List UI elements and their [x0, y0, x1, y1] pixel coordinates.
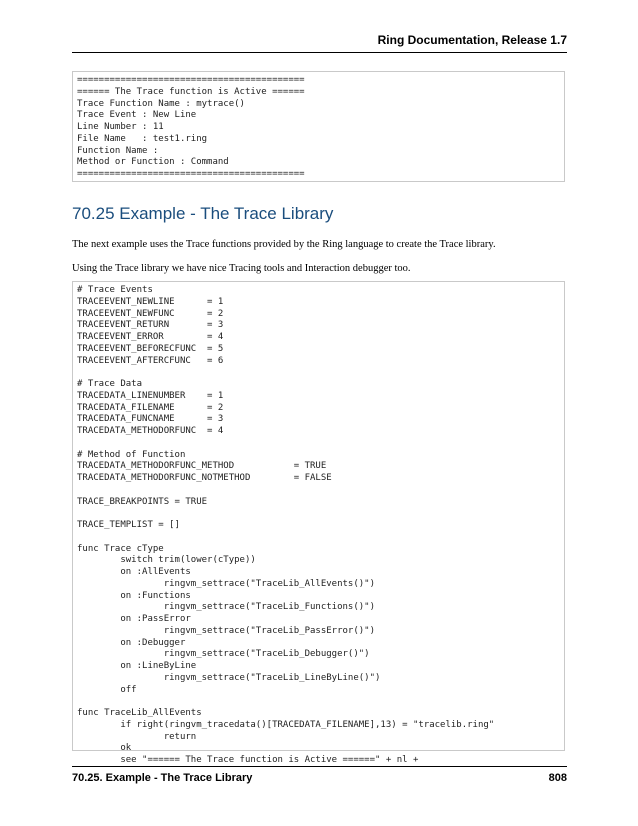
paragraph-intro: The next example uses the Trace functions provided by the Ring language to create the Trace library.: [72, 239, 496, 250]
running-header: Ring Documentation, Release 1.7: [377, 33, 567, 47]
page-number: 808: [548, 772, 567, 784]
footer-divider: [72, 766, 567, 767]
code-text: ========================================== ====== The Trace function is Active ====== Trace Function Name : mytrace() Trace Event : New Line Line Number : 11 File Name : test1.ring Function Name : Method or Function : Command ==========================================: [77, 75, 305, 179]
section-title: 70.25 Example - The Trace Library: [72, 204, 334, 223]
footer-section-label: 70.25. Example - The Trace Library: [72, 772, 253, 784]
header-divider: [72, 52, 567, 53]
paragraph-trace-tools: Using the Trace library we have nice Tracing tools and Interaction debugger too.: [72, 263, 411, 274]
code-block-trace-library: [72, 281, 565, 765]
code-block-trace-output: [72, 71, 565, 182]
code-text: # Trace Events TRACEEVENT_NEWLINE = 1 TRACEEVENT_NEWFUNC = 2 TRACEEVENT_RETURN = 3 TRACEEVENT_ERROR = 4 TRACEEVENT_BEFORECFUNC = 5 TRACEEVENT_AFTERCFUNC = 6 # Trace Data TRACEDATA_LINENUMBER = 1 TRACEDATA_FILENAME = 2 TRACEDATA_FUNCNAME = 3 TRACEDATA_METHODORFUNC = 4 # Method of Function TRACEDATA_METHODORFUNC_METHOD = TRUE TRACEDATA_METHODORFUNC_NOTMETHOD = FALSE TRACE_BREAKPOINTS = TRUE TRACE_TEMPLIST = [] func Trace cType switch trim(lower(cType)) on :AllEvents ringvm_settrace("TraceLib_AllEvents()") on :Functions ringvm_settrace("TraceLib_Functions()") on :PassError ringvm_settrace("TraceLib_PassError()") on :Debugger ringvm_settrace("TraceLib_Debugger()") on :LineByLine ringvm_settrace("TraceLib_LineByLine()") off func TraceLib_AllEvents if right(ringvm_tracedata()[TRACEDATA_FILENAME],13) = "tracelib.ring" return ok see "====== The Trace function is Active ======" + nl +: [77, 285, 495, 765]
